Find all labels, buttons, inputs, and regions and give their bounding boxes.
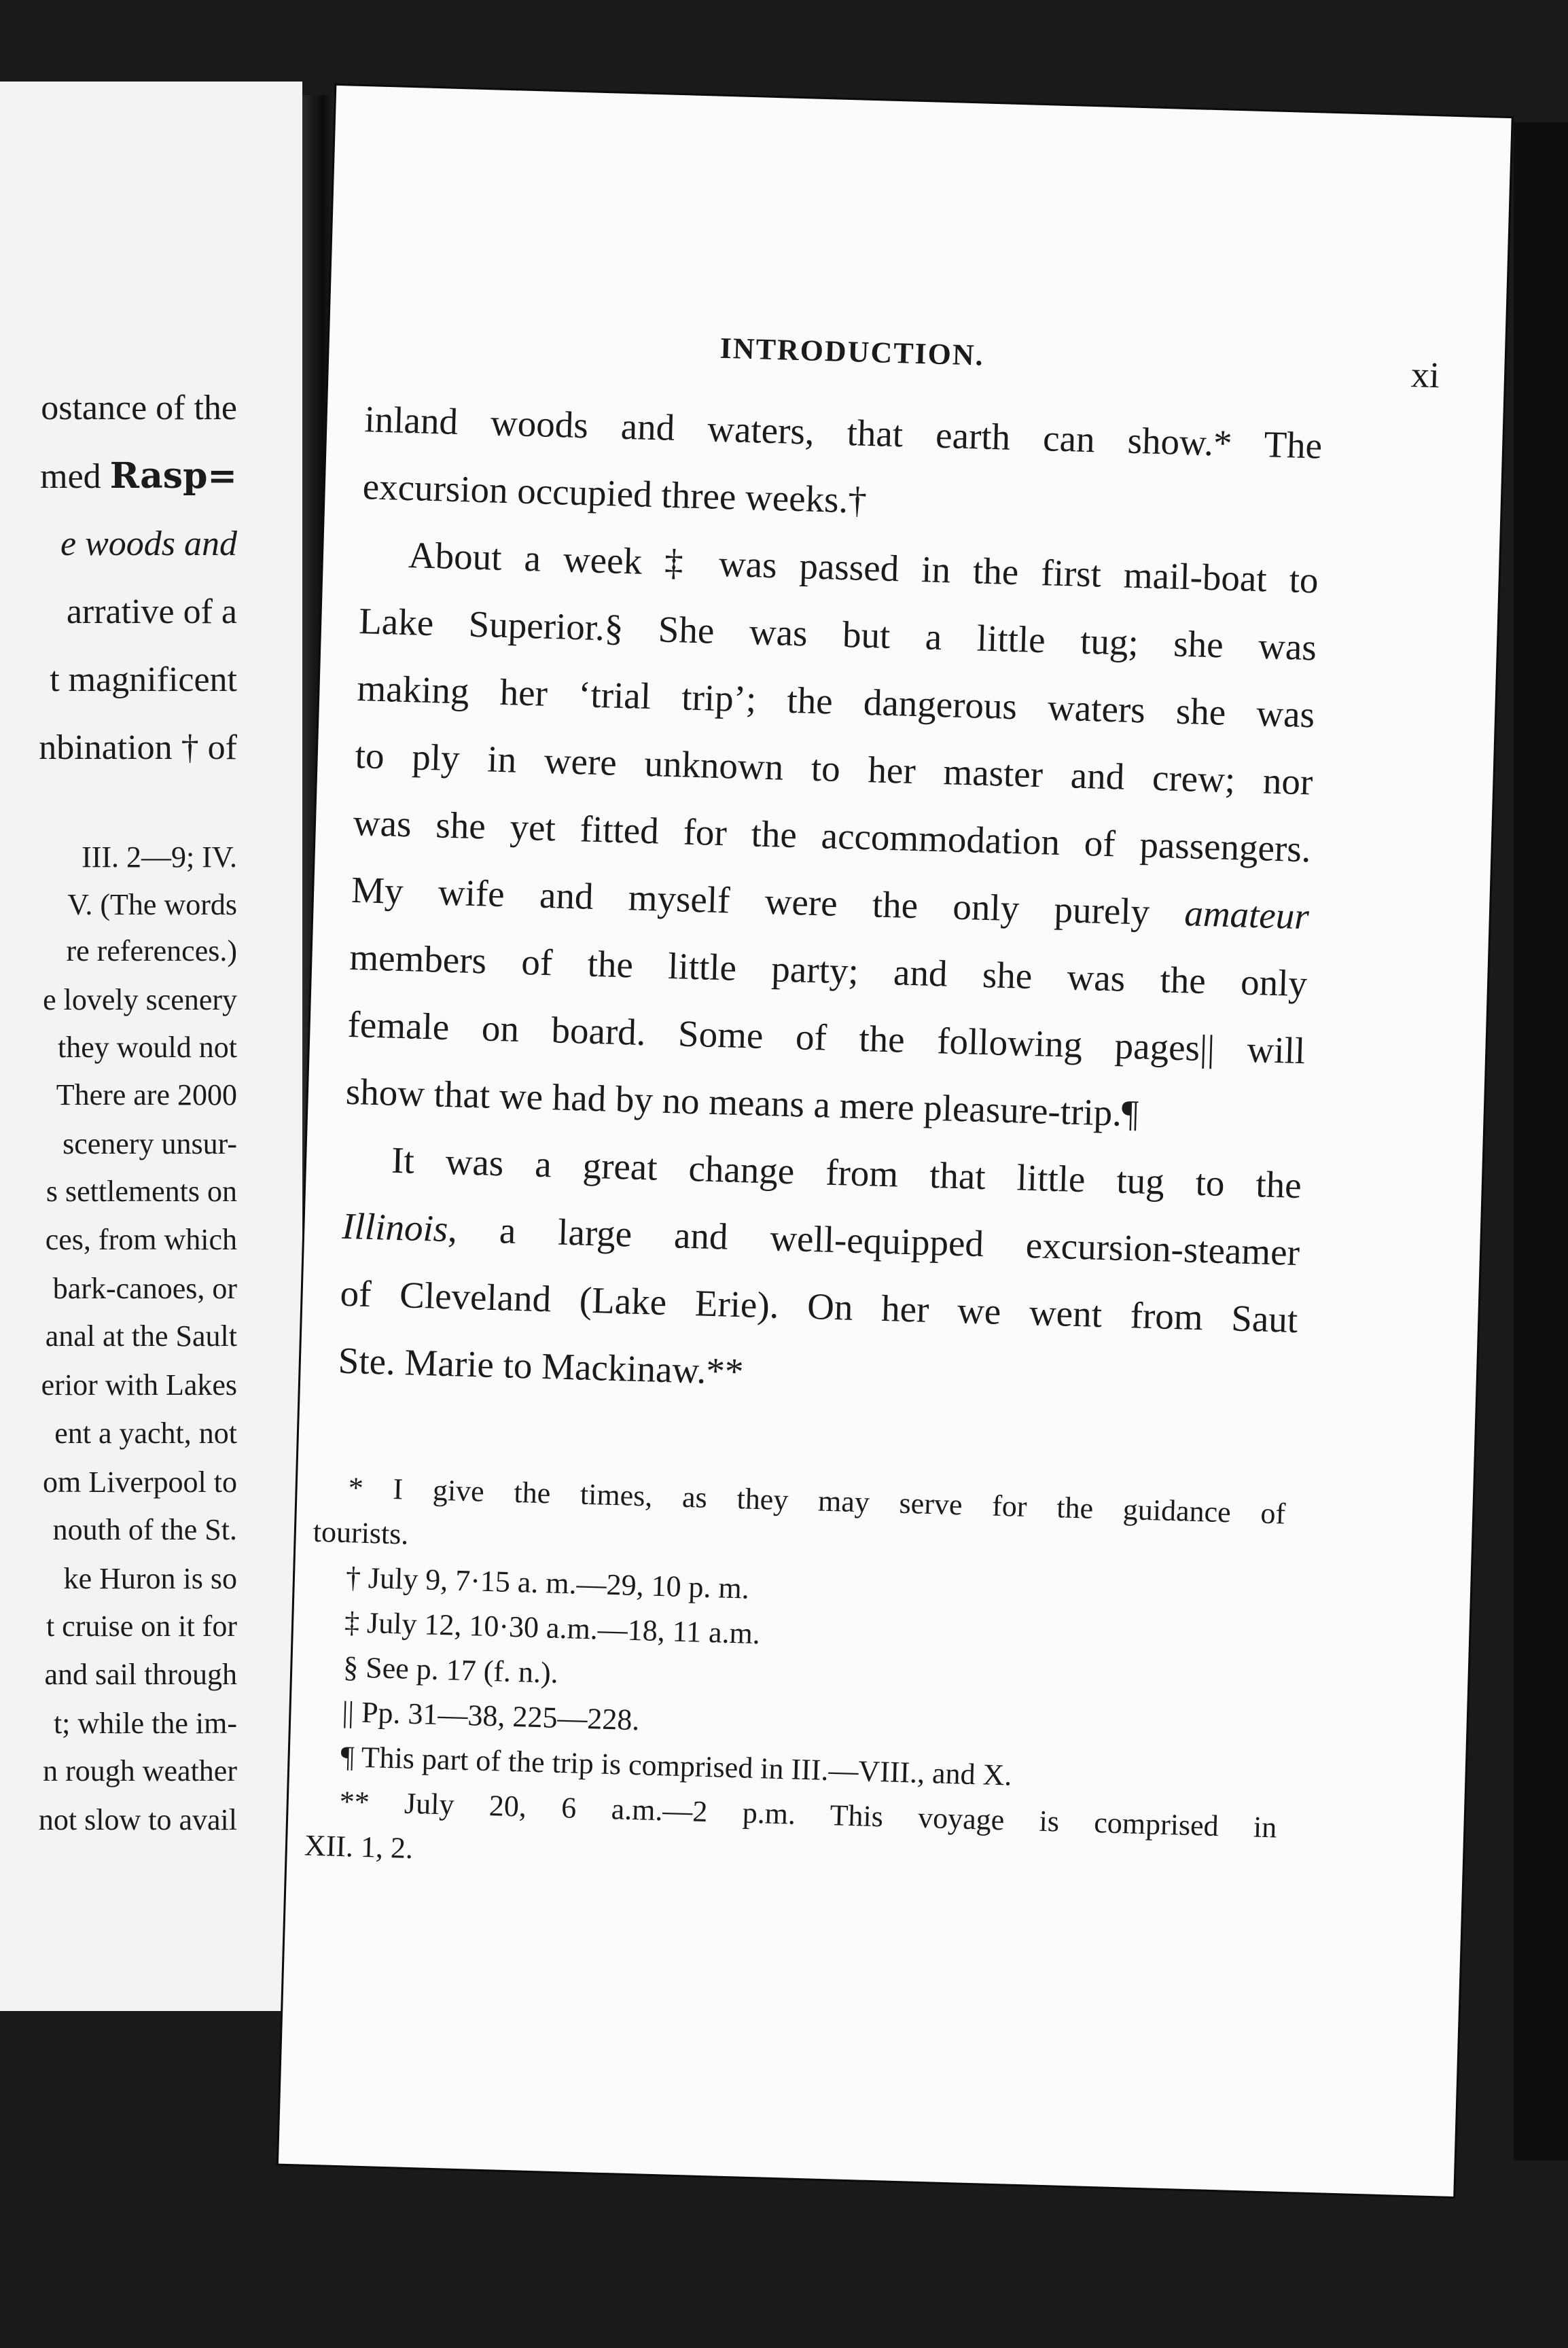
- left-line: erior with Lakes: [41, 1368, 237, 1402]
- blackletter-word: Rasp=: [109, 455, 237, 497]
- footnote: XII. 1, 2.: [304, 1828, 414, 1865]
- footnote: ** July 20, 6 a.m.—2 p.m. This voyage is comprised in: [339, 1784, 1277, 1845]
- left-line: om Liverpool to: [43, 1465, 237, 1499]
- left-line: t; while the im-: [53, 1707, 237, 1740]
- italic-word: amateur: [1183, 892, 1310, 938]
- left-line: not slow to avail: [38, 1803, 237, 1836]
- footnote: § See p. 17 (f. n.).: [342, 1650, 559, 1690]
- ship-name: Illinois: [341, 1205, 449, 1250]
- left-line: n rough weather: [43, 1754, 237, 1787]
- left-line: bark-canoes, or: [52, 1272, 237, 1305]
- text-line: to ply in were unknown to her master and crew; nor: [354, 734, 1314, 803]
- left-line: t magnificent: [50, 660, 237, 699]
- text-line: female on board. Some of the following pages|| will: [346, 1003, 1306, 1072]
- left-line: nouth of the St.: [52, 1513, 237, 1546]
- footnote: || Pp. 31—38, 225—228.: [341, 1695, 641, 1737]
- text-line: Ste. Marie to Mackinaw.**: [338, 1339, 745, 1393]
- text-line: members of the little party; and she was the only: [349, 936, 1308, 1005]
- left-line: they would not: [58, 1031, 237, 1064]
- text-line: About a week ‡ was passed in the first mail-boat to: [408, 534, 1319, 601]
- left-line: e lovely scenery: [43, 983, 237, 1016]
- left-line-text: med: [40, 457, 110, 496]
- left-line: III. 2—9; IV.: [82, 840, 237, 874]
- text-line: making her ‘trial trip’; the dangerous waters she was: [356, 667, 1315, 736]
- left-line: scenery unsur-: [63, 1127, 237, 1160]
- left-line: e woods and: [60, 524, 237, 563]
- footnote: ‡ July 12, 10·30 a.m.—18, 11 a.m.: [344, 1605, 761, 1651]
- left-line: s settlements on: [46, 1175, 237, 1208]
- left-line: ostance of the: [41, 389, 237, 427]
- left-line: and sail through: [44, 1658, 237, 1691]
- left-page: [0, 82, 302, 2011]
- text-line: of Cleveland (Lake Erie). On her we went from Saut: [339, 1272, 1299, 1341]
- left-line: There are 2000: [56, 1078, 237, 1111]
- text-line: Lake Superior.§ She was but a little tug; she was: [358, 600, 1317, 669]
- footnote: † July 9, 7·15 a. m.—29, 10 p. m.: [345, 1561, 750, 1605]
- running-head: INTRODUCTION.: [719, 331, 985, 372]
- left-line: arrative of a: [66, 592, 237, 631]
- left-line: anal at the Sault: [45, 1319, 237, 1353]
- footnote: tourists.: [313, 1514, 410, 1551]
- text-line: It was a great change from that little tug to the: [391, 1139, 1302, 1207]
- text-line: excursion occupied three weeks.†: [362, 465, 868, 521]
- footnotes: [304, 1465, 1286, 1896]
- text-line: show that we had by no means a mere pleasure-trip.¶: [345, 1070, 1139, 1135]
- left-line: ces, from which: [45, 1223, 237, 1256]
- body-text: [338, 385, 1323, 1421]
- left-line: t cruise on it for: [46, 1609, 237, 1643]
- page-number: xi: [1410, 354, 1440, 396]
- left-line: [40, 455, 237, 497]
- left-line: ke Huron is so: [63, 1562, 237, 1595]
- footnote: ¶ This part of the trip is comprised in III.—VIII., and X.: [340, 1739, 1013, 1792]
- right-page: [279, 86, 1512, 2196]
- footnote: * I give the times, as they may serve for the guidance of: [348, 1471, 1286, 1531]
- left-line: ent a yacht, not: [54, 1417, 237, 1450]
- left-line: V. (The words: [67, 888, 237, 921]
- left-line: nbination † of: [39, 728, 237, 767]
- page-edge-shadow: [1514, 122, 1568, 2160]
- left-line: re references.): [66, 934, 237, 967]
- text-line-part: My wife and myself were the only purely: [351, 868, 1186, 934]
- text-line: was she yet fitted for the accommodation of passengers.: [353, 801, 1312, 870]
- text-line-part: , a large and well-equipped excursion-steamer: [447, 1208, 1300, 1274]
- text-line: inland woods and waters, that earth can show.* The: [363, 398, 1323, 467]
